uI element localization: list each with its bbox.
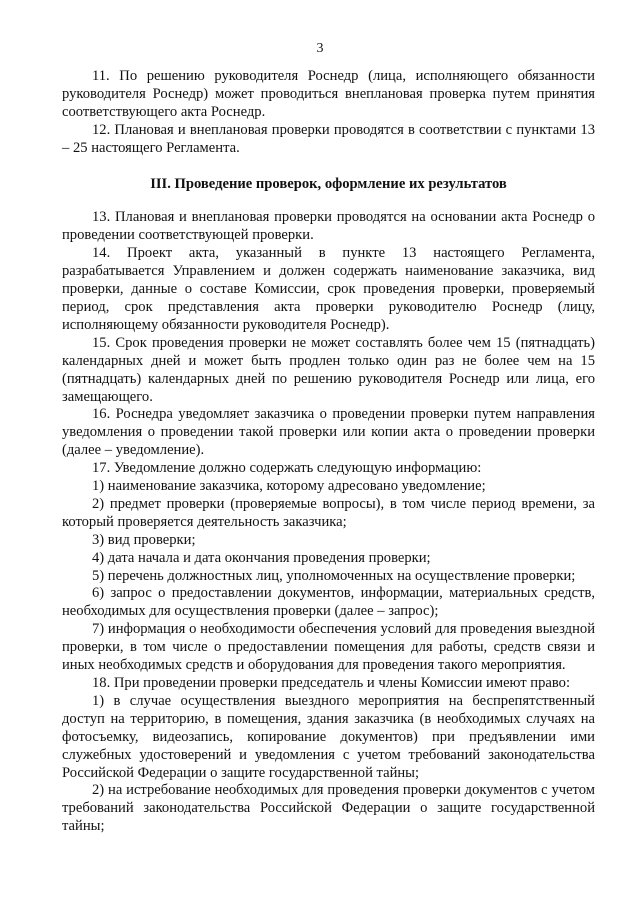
paragraph: 11. По решению руководителя Роснедр (лица, исполняющего обязанности руководителя Роснедр) может проводиться внеплановая проверка путем принятия соответствующего акта Роснедр.	[62, 68, 595, 120]
paragraph: 5) перечень должностных лиц, уполномоченных на осуществление проверки;	[92, 567, 576, 584]
paragraph: 12. Плановая и внеплановая проверки проводятся в соответствии с пунктами 13 – 25 настоящего Регламента.	[62, 121, 595, 156]
paragraph: 17. Уведомление должно содержать следующую информацию:	[92, 460, 482, 477]
paragraph: 6) запрос о предоставлении документов, информации, материальных средств, необходимых для осуществления проверки (далее – запрос);	[62, 585, 595, 620]
paragraph: 14. Проект акта, указанный в пункте 13 настоящего Регламента, разрабатывается Управлением и должен содержать наименование заказчика, вид проверки, данные о составе Комиссии, срок проведения проверки, проверяемый период, срок представления акта проверки руководителю Роснедр (лицу, исполняющему обязанности руководителя Роснедр).	[62, 245, 595, 333]
paragraph: 13. Плановая и внеплановая проверки проводятся на основании акта Роснедр о проведении соответствующей проверки.	[62, 209, 595, 244]
paragraph: 1) в случае осуществления выездного мероприятия на беспрепятственный доступ на территорию, в помещения, здания заказчика (в необходимых случаях на фотосъемку, видеозапись, копирование документов) при предъявлении ими служебных удостоверений и уведомления с учетом требований законодательства Российской Федерации о защите государственной тайны;	[62, 692, 595, 781]
page-number: 3	[316, 41, 324, 56]
paragraph: 2) предмет проверки (проверяемые вопросы), в том числе период времени, за который проверяется деятельность заказчика;	[62, 495, 595, 530]
paragraph: 7) информация о необходимости обеспечения условий для проведения выездной проверки, в том числе о предоставлении помещения для работы, средств связи и иных необходимых средств и оборудования для проведения такого мероприятия.	[62, 621, 595, 674]
paragraph: 2) на истребование необходимых для проведения проверки документов с учетом требований законодательства Российской Федерации о защите государственной тайны;	[62, 782, 595, 835]
paragraph: 15. Срок проведения проверки не может составлять более чем 15 (пятнадцать) календарных дней и может быть продлен только один раз не более чем на 15 (пятнадцать) календарных дней по решению руководителя Роснедр или лица, его замещающего.	[62, 334, 595, 405]
section-heading: III. Проведение проверок, оформление их результатов	[150, 175, 507, 192]
paragraph: 18. При проведении проверки председатель и члены Комиссии имеют право:	[92, 675, 571, 691]
document-body	[62, 68, 595, 836]
paragraph: 1) наименование заказчика, которому адресовано уведомление;	[92, 478, 486, 495]
paragraph: 4) дата начала и дата окончания проведения проверки;	[92, 549, 431, 566]
paragraph: 3) вид проверки;	[92, 531, 196, 548]
paragraph: 16. Роснедра уведомляет заказчика о проведении проверки путем направления уведомления о проведении такой проверки или копии акта о проведении проверки (далее – уведомление).	[62, 406, 595, 459]
